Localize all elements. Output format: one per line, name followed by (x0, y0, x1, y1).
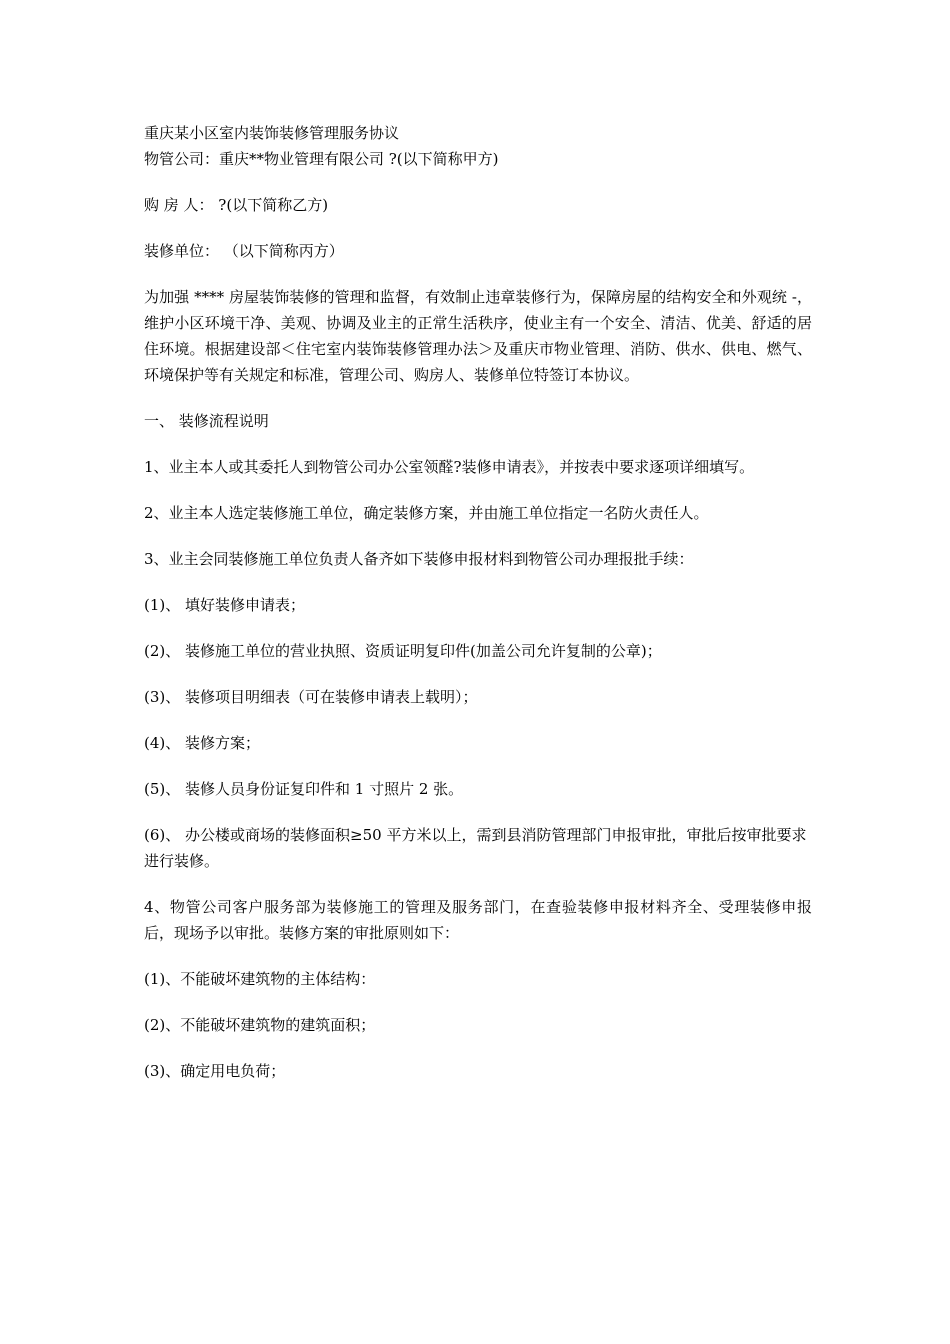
intro-paragraph: 为加强 **** 房屋装饰装修的管理和监督，有效制止违章装修行为，保障房屋的结构安全和外观统 -，维护小区环境干净、美观、协调及业主的正常生活秩序，使业主有一个安全、清洁、优美、舒适的居住环境。根据建设部＜住宅室内装饰装修管理办法＞及重庆市物业管理、消防、供水、供电、燃气、环境保护等有关规定和标准，管理公司、购房人、装修单位特签订本协议。 (144, 288, 812, 384)
process-item-1: 1、业主本人或其委托人到物管公司办公室领醛?装修申请表》，并按表中要求逐项详细填写。 (144, 458, 755, 476)
material-item-4: (4)、 装修方案； (144, 734, 261, 752)
approval-principle-3: (3)、确定用电负荷； (144, 1062, 286, 1080)
section-heading-process: 一、 装修流程说明 (144, 412, 269, 430)
document-page (144, 120, 812, 1084)
material-item-2: (2)、 装修施工单位的营业执照、资质证明复印件(加盖公司允许复制的公章)； (144, 642, 662, 660)
approval-principle-1: (1)、不能破坏建筑物的主体结构： (144, 970, 376, 988)
process-item-3: 3、业主会同装修施工单位负责人备齐如下装修申报材料到物管公司办理报批手续： (144, 550, 694, 568)
material-item-6: (6)、 办公楼或商场的装修面积≥50 平方米以上，需到县消防管理部门申报审批，审批后按审批要求进行装修。 (144, 826, 807, 870)
party-c-line: 装修单位： （以下简称丙方） (144, 242, 344, 260)
material-item-1: (1)、 填好装修申请表； (144, 596, 306, 614)
process-item-4: 4、物管公司客户服务部为装修施工的管理及服务部门，在查验装修申报材料齐全、受理装修申报后，现场予以审批。装修方案的审批原则如下： (144, 898, 812, 942)
material-item-3: (3)、 装修项目明细表（可在装修申请表上载明）； (144, 688, 478, 706)
party-b-line: 购 房 人： ?(以下简称乙方) (144, 196, 329, 214)
document-title: 重庆某小区室内装饰装修管理服务协议 (144, 124, 400, 142)
process-item-2: 2、业主本人选定装修施工单位，确定装修方案，并由施工单位指定一名防火责任人。 (144, 504, 709, 522)
approval-principle-2: (2)、不能破坏建筑物的建筑面积； (144, 1016, 376, 1034)
party-a-line: 物管公司：重庆**物业管理有限公司 ?(以下简称甲方) (144, 150, 499, 168)
material-item-5: (5)、 装修人员身份证复印件和 1 寸照片 2 张。 (144, 780, 464, 798)
